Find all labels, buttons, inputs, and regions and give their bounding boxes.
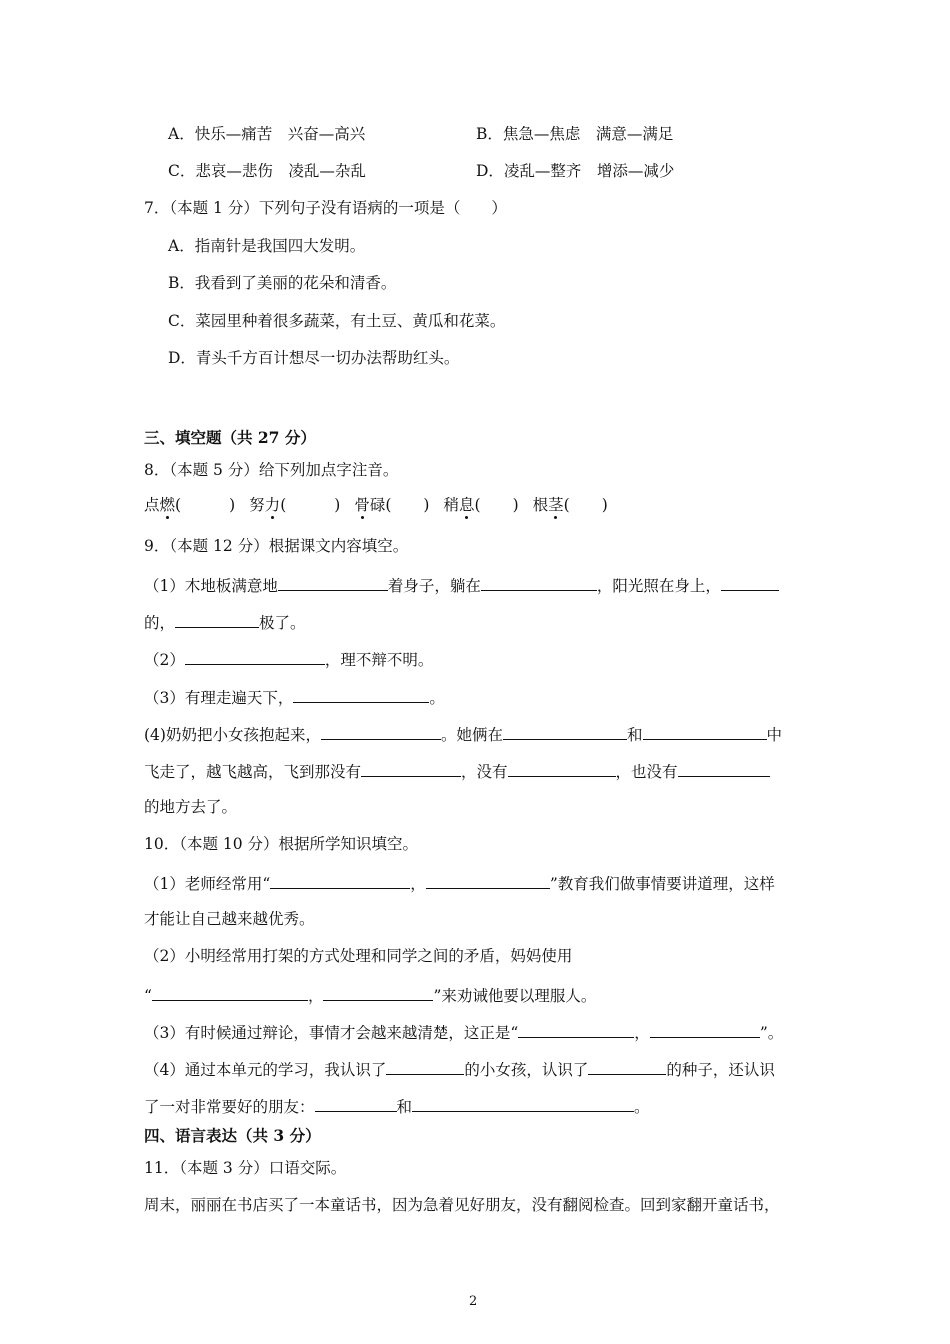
q8-stem: 8．（本题 5 分）给下列加点字注音。 <box>144 461 399 479</box>
blank[interactable] <box>386 1058 464 1075</box>
blank[interactable] <box>503 723 627 740</box>
q8-item: 点燃( ) <box>144 496 236 514</box>
blank[interactable] <box>412 1095 634 1112</box>
section-4-title: 四、语言表达（共 3 分） <box>144 1126 321 1145</box>
q6-option-c: C．悲哀—悲伤 凌乱—杂乱 <box>168 162 366 180</box>
q10-part-3: （3）有时候通过辩论，事情才会越来越清楚，这正是“ ， ”。 <box>144 1021 783 1043</box>
q8-items <box>144 495 608 515</box>
q10-part-2-cont: “ ， ”来劝诫他要以理服人。 <box>144 984 596 1006</box>
q6-option-b: B．焦急—焦虑 满意—满足 <box>476 125 674 143</box>
section-3-title: 三、填空题（共 27 分） <box>144 428 316 447</box>
q10-part-1-cont: 才能让自己越来越优秀。 <box>144 910 315 928</box>
q8-item: 骨碌( ) <box>354 496 430 514</box>
q7-option-c: C．菜园里种着很多蔬菜，有土豆、黄瓜和花菜。 <box>168 312 506 330</box>
q9-part-4-cont: 飞走了，越飞越高，飞到那没有 ，没有 ，也没有 <box>144 760 770 782</box>
blank[interactable] <box>315 1095 397 1112</box>
blank[interactable] <box>152 984 308 1001</box>
blank[interactable] <box>270 872 410 889</box>
q6-option-d: D．凌乱—整齐 增添—减少 <box>476 162 675 180</box>
blank[interactable] <box>361 760 461 777</box>
blank[interactable] <box>426 872 550 889</box>
q10-part-2: （2）小明经常用打架的方式处理和同学之间的矛盾，妈妈使用 <box>144 947 573 965</box>
q9-part-1: （1）木地板满意地 着身子，躺在 ，阳光照在身上， <box>144 574 779 596</box>
q9-stem: 9．（本题 12 分）根据课文内容填空。 <box>144 537 409 555</box>
q10-part-4: （4）通过本单元的学习，我认识了 的小女孩，认识了 的种子，还认识 <box>144 1058 775 1080</box>
page-number: 2 <box>469 1294 478 1309</box>
q7-option-b: B．我看到了美丽的花朵和清香。 <box>168 274 397 292</box>
blank[interactable] <box>643 723 767 740</box>
q11-text: 周末，丽丽在书店买了一本童话书，因为急着见好朋友，没有翻阅检查。回到家翻开童话书， <box>144 1196 780 1214</box>
blank[interactable] <box>588 1058 666 1075</box>
blank[interactable] <box>321 723 441 740</box>
q7-option-a: A．指南针是我国四大发明。 <box>168 237 366 255</box>
q9-part-2: （2） ，理不辩不明。 <box>144 648 433 670</box>
q9-part-1-cont: 的， 极了。 <box>144 611 306 633</box>
blank[interactable] <box>293 686 429 703</box>
q10-stem: 10．（本题 10 分）根据所学知识填空。 <box>144 835 419 853</box>
blank[interactable] <box>481 574 597 591</box>
q8-item: 努力( ) <box>249 496 341 514</box>
blank[interactable] <box>185 648 325 665</box>
q9-part-4-end: 的地方去了。 <box>144 798 238 816</box>
q10-part-4-cont: 了一对非常要好的朋友： 和 。 <box>144 1095 650 1117</box>
q9-part-3: （3）有理走遍天下， 。 <box>144 686 445 708</box>
blank[interactable] <box>678 760 770 777</box>
blank[interactable] <box>721 574 779 591</box>
blank[interactable] <box>650 1021 760 1038</box>
q8-item: 稍息( ) <box>443 496 519 514</box>
q9-part-4: (4)奶奶把小女孩抱起来， 。她俩在 和 中 <box>144 723 782 745</box>
q7-stem: 7．（本题 1 分）下列句子没有语病的一项是（ ） <box>144 199 507 217</box>
q7-option-d: D．青头千方百计想尽一切办法帮助红头。 <box>168 349 460 367</box>
blank[interactable] <box>278 574 388 591</box>
blank[interactable] <box>518 1021 634 1038</box>
q6-option-a: A．快乐—痛苦 兴奋—高兴 <box>168 125 366 143</box>
blank[interactable] <box>175 611 259 628</box>
q10-part-1: （1）老师经常用“ ， ”教育我们做事情要讲道理，这样 <box>144 872 775 894</box>
blank[interactable] <box>323 984 433 1001</box>
q8-item: 根茎( ) <box>532 496 608 514</box>
q11-stem: 11．（本题 3 分）口语交际。 <box>144 1159 347 1177</box>
blank[interactable] <box>508 760 616 777</box>
